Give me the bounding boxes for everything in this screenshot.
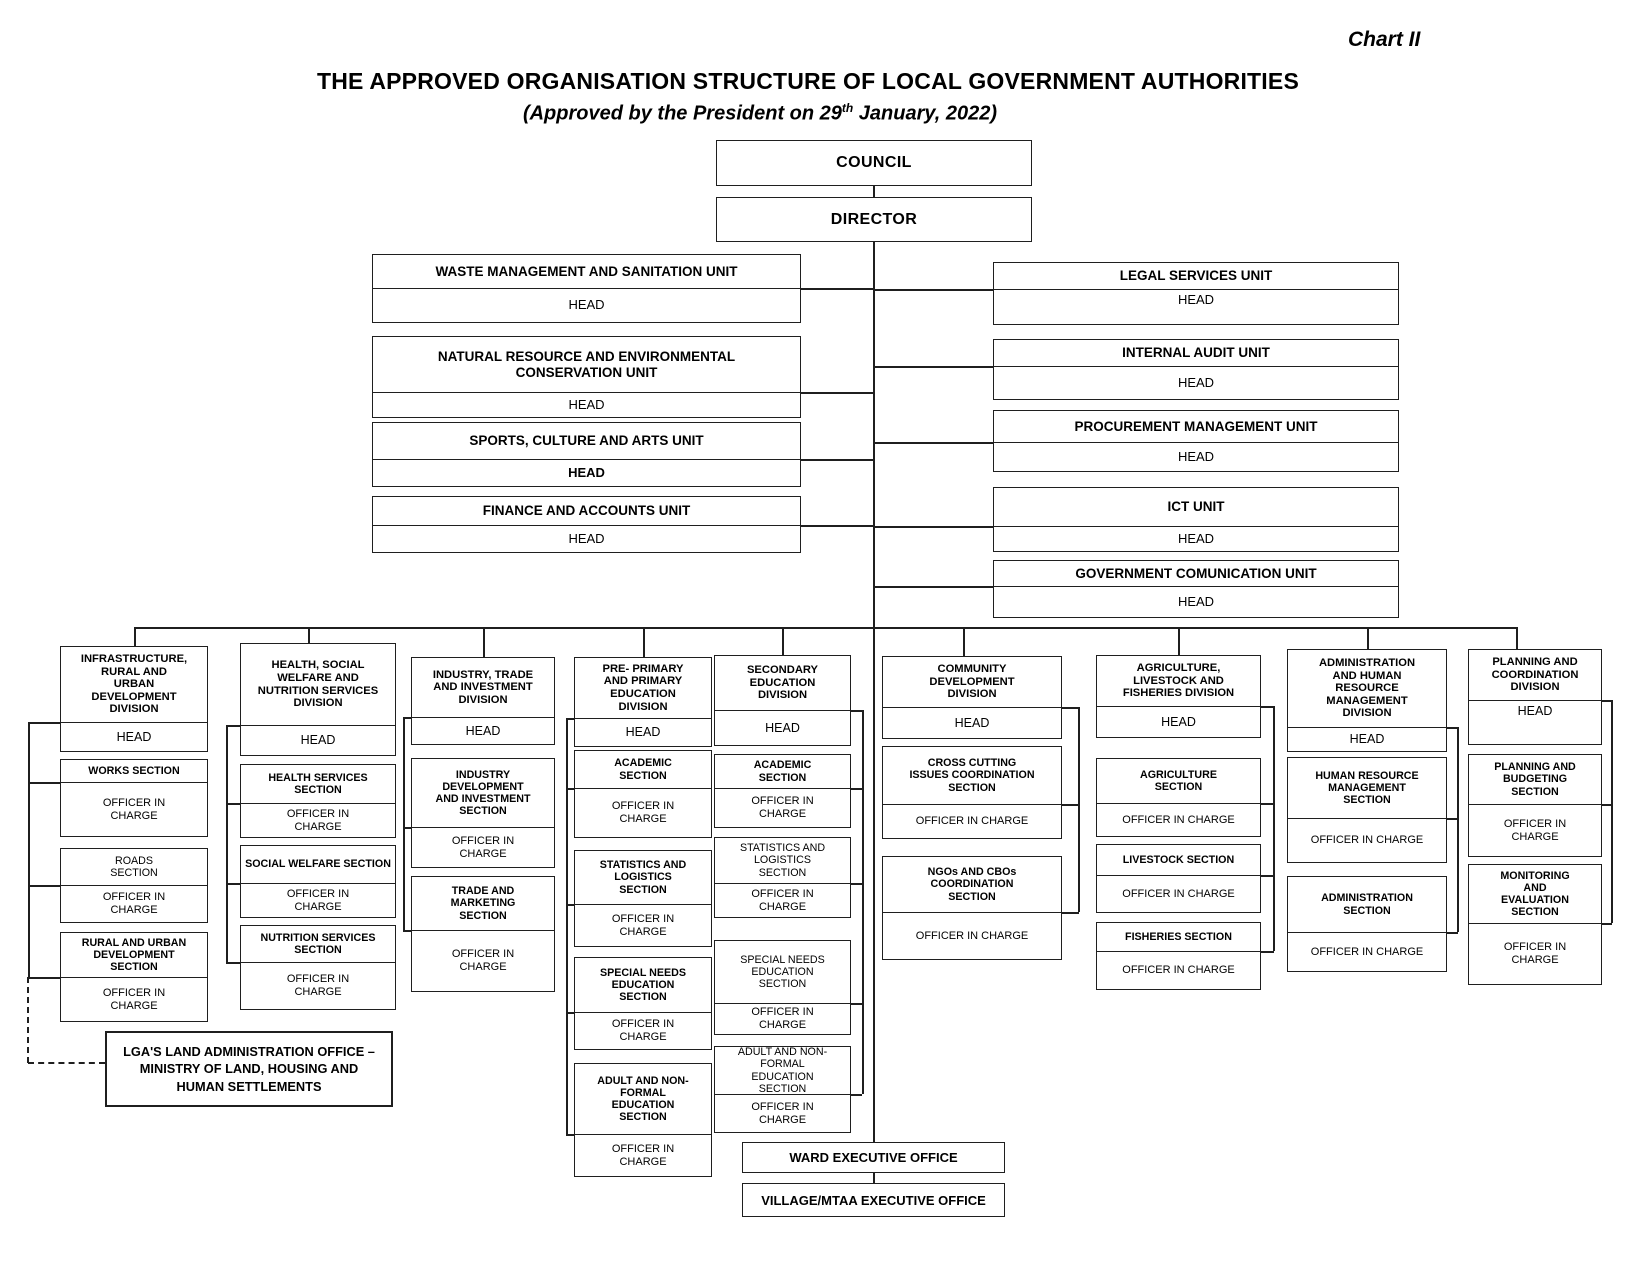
unit-head-label: HEAD <box>568 396 605 412</box>
section-ngos-cbos-coordination <box>882 856 1062 960</box>
connector-line <box>782 627 784 655</box>
connector-line <box>851 710 862 712</box>
division-head-label: HEAD <box>465 723 501 738</box>
division-planning-coordination <box>1468 649 1602 745</box>
division-infrastructure-rural-urban <box>60 646 208 752</box>
connector-line <box>28 885 60 887</box>
section-title: SOCIAL WELFARE SECTION <box>241 846 395 884</box>
section-officer-label: OFFICER IN CHARGE <box>1310 834 1424 847</box>
connector-line <box>875 526 993 528</box>
section-industry-development-investment <box>411 758 555 868</box>
council-box: COUNCIL <box>716 140 1032 186</box>
connector-line <box>1261 875 1274 877</box>
division-title: INFRASTRUCTURE, RURAL AND URBAN DEVELOPMENT DIVISION <box>61 647 207 723</box>
connector-line <box>1078 707 1080 912</box>
section-title: ACADEMIC SECTION <box>575 751 711 789</box>
connector-line <box>875 289 993 291</box>
section-administration <box>1287 876 1447 972</box>
division-head-label: HEAD <box>625 725 661 740</box>
unit-title: GOVERNMENT COMUNICATION UNIT <box>994 561 1398 587</box>
connector-line <box>403 717 405 930</box>
subtitle-ordinal: th <box>841 101 854 115</box>
unit-head-label: HEAD <box>1177 374 1215 390</box>
connector-line <box>566 1012 574 1014</box>
connector-line <box>1367 627 1369 649</box>
division-head-label: HEAD <box>954 715 990 730</box>
division-head-label: HEAD <box>300 733 336 748</box>
section-title: STATISTICS AND LOGISTICS SECTION <box>575 851 711 905</box>
unit-title: PROCUREMENT MANAGEMENT UNIT <box>994 411 1398 443</box>
section-officer-label: OFFICER IN CHARGE <box>751 795 814 820</box>
division-administration-hr <box>1287 649 1447 752</box>
connector-line <box>1062 804 1079 806</box>
connector-line <box>1447 818 1458 820</box>
connector-line <box>875 366 993 368</box>
section-officer-label: OFFICER IN CHARGE <box>751 887 814 913</box>
unit-title: NATURAL RESOURCE AND ENVIRONMENTAL CONSERVATION UNIT <box>373 337 800 393</box>
section-trade-marketing <box>411 876 555 992</box>
division-head-label: HEAD <box>116 729 152 744</box>
connector-line <box>862 710 864 1094</box>
director-box: DIRECTOR <box>716 197 1032 242</box>
connector-line <box>963 627 965 656</box>
connector-line <box>643 627 645 657</box>
connector-line <box>851 883 862 885</box>
unit-title: SPORTS, CULTURE AND ARTS UNIT <box>373 423 800 460</box>
section-title: ACADEMIC SECTION <box>715 755 850 789</box>
section-title: NUTRITION SERVICES SECTION <box>241 926 395 963</box>
section-agriculture <box>1096 758 1261 837</box>
subtitle-prefix: (Approved by the President on 29 <box>522 102 842 125</box>
unit-head-label: HEAD <box>568 297 605 313</box>
section-planning-budgeting <box>1468 754 1602 857</box>
section-title: HUMAN RESOURCE MANAGEMENT SECTION <box>1288 758 1446 819</box>
connector-line <box>801 525 873 527</box>
unit-head-label: HEAD <box>1177 448 1215 464</box>
connector-line <box>1447 727 1458 729</box>
unit-ict <box>993 487 1399 552</box>
section-officer-label: OFFICER IN CHARGE <box>102 796 166 822</box>
section-officer-label: OFFICER IN CHARGE <box>611 1142 675 1168</box>
section-roads <box>60 848 208 923</box>
division-secondary-education <box>714 655 851 746</box>
connector-line <box>875 442 993 444</box>
section-title: INDUSTRY DEVELOPMENT AND INVESTMENT SECTION <box>412 759 554 828</box>
unit-title: WASTE MANAGEMENT AND SANITATION UNIT <box>373 255 800 289</box>
subtitle-suffix: January, 2022) <box>853 102 998 125</box>
connector-line <box>403 717 411 719</box>
connector-line <box>1516 627 1518 649</box>
ward-trunk-line <box>873 627 875 1142</box>
section-title: MONITORING AND EVALUATION SECTION <box>1469 865 1601 924</box>
section-officer-label: OFFICER IN CHARGE <box>451 948 515 973</box>
section-title: FISHERIES SECTION <box>1097 923 1260 952</box>
unit-head-label: HEAD <box>1177 530 1215 546</box>
connector-line <box>1261 951 1274 953</box>
page-title: THE APPROVED ORGANISATION STRUCTURE OF LOCAL GOVERNMENT AUTHORITIES <box>317 68 1299 94</box>
section-officer-label: OFFICER IN CHARGE <box>611 800 675 825</box>
division-community-development <box>882 656 1062 739</box>
section-title: LIVESTOCK SECTION <box>1097 845 1260 876</box>
connector-line <box>403 827 411 829</box>
section-officer-label: OFFICER IN CHARGE <box>915 815 1029 828</box>
connector-line <box>1602 700 1612 702</box>
ward-village-connector <box>873 1173 875 1183</box>
section-title: SPECIAL NEEDS EDUCATION SECTION <box>575 958 711 1013</box>
section-academic-secondary <box>714 754 851 828</box>
connector-line <box>1447 932 1458 934</box>
section-officer-label: OFFICER IN CHARGE <box>1503 941 1567 966</box>
connector-line <box>28 722 30 977</box>
connector-line <box>851 1003 862 1005</box>
division-pre-primary-education <box>574 657 712 747</box>
section-academic-pre-primary <box>574 750 712 838</box>
section-title: HEALTH SERVICES SECTION <box>241 765 395 804</box>
division-industry-trade-investment <box>411 657 555 745</box>
connector-line <box>875 586 993 588</box>
division-health-social-welfare-nutrition <box>240 643 396 756</box>
connector-line <box>28 782 60 784</box>
section-works <box>60 759 208 837</box>
section-officer-label: OFFICER IN CHARGE <box>286 807 350 833</box>
connector-line <box>1602 923 1612 925</box>
section-title: PLANNING AND BUDGETING SECTION <box>1469 755 1601 805</box>
division-title: PRE- PRIMARY AND PRIMARY EDUCATION DIVISION <box>575 658 711 719</box>
section-adult-non-formal-secondary <box>714 1046 851 1133</box>
connector-line <box>1178 627 1180 655</box>
division-head-label: HEAD <box>765 720 800 735</box>
connector-line <box>1602 804 1612 806</box>
connector-line <box>226 883 240 885</box>
connector-line <box>1062 707 1079 709</box>
connector-line <box>1261 706 1274 708</box>
section-nutrition-services <box>240 925 396 1010</box>
division-head-label: HEAD <box>1349 732 1385 747</box>
village-mtaa-executive-office-box: VILLAGE/MTAA EXECUTIVE OFFICE <box>742 1183 1005 1217</box>
section-officer-label: OFFICER IN CHARGE <box>1122 813 1235 826</box>
unit-head-label: HEAD <box>568 530 605 546</box>
unit-finance-accounts <box>372 496 801 553</box>
section-statistics-logistics-secondary <box>714 837 851 918</box>
connector-line <box>226 803 240 805</box>
unit-title: LEGAL SERVICES UNIT <box>994 263 1398 290</box>
section-cross-cutting-issues <box>882 746 1062 839</box>
dashed-connector-line <box>28 1062 105 1064</box>
connector-line <box>851 788 862 790</box>
lga-office-line: MINISTRY OF LAND, HOUSING AND <box>139 1061 359 1077</box>
council-director-connector <box>873 186 875 197</box>
connector-line <box>226 725 240 727</box>
dashed-connector-line <box>27 977 29 1063</box>
section-statistics-logistics-pre-primary <box>574 850 712 947</box>
section-officer-label: OFFICER IN CHARGE <box>611 1018 675 1043</box>
unit-title: INTERNAL AUDIT UNIT <box>994 340 1398 367</box>
unit-procurement-management <box>993 410 1399 472</box>
division-agriculture-livestock-fisheries <box>1096 655 1261 738</box>
unit-internal-audit <box>993 339 1399 400</box>
section-special-needs-pre-primary <box>574 957 712 1050</box>
section-health-services <box>240 764 396 838</box>
unit-legal-services <box>993 262 1399 325</box>
unit-head-label: HEAD <box>1177 292 1215 307</box>
section-human-resource-management <box>1287 757 1447 863</box>
unit-head-label: HEAD <box>1177 593 1215 609</box>
connector-line <box>28 722 60 724</box>
connector-line <box>226 962 240 964</box>
chart-number-label: Chart II <box>1348 28 1421 51</box>
division-title: PLANNING AND COORDINATION DIVISION <box>1469 650 1601 701</box>
connector-line <box>1457 727 1459 932</box>
ward-executive-office-box: WARD EXECUTIVE OFFICE <box>742 1142 1005 1173</box>
unit-title: ICT UNIT <box>994 488 1398 527</box>
connector-line <box>134 627 136 646</box>
connector-line <box>1062 912 1079 914</box>
section-officer-label: OFFICER IN CHARGE <box>1122 887 1235 900</box>
section-title: STATISTICS AND LOGISTICS SECTION <box>715 838 850 884</box>
unit-natural-resource-environment <box>372 336 801 418</box>
connector-line <box>566 904 574 906</box>
section-title: NGOs AND CBOs COORDINATION SECTION <box>883 857 1061 913</box>
section-title: ROADS SECTION <box>61 849 207 886</box>
connector-line <box>566 718 574 720</box>
connector-line <box>403 930 411 932</box>
section-adult-non-formal-pre-primary <box>574 1063 712 1177</box>
unit-sports-culture-arts <box>372 422 801 487</box>
division-title: COMMUNITY DEVELOPMENT DIVISION <box>883 657 1061 708</box>
section-officer-label: OFFICER IN CHARGE <box>102 986 166 1012</box>
unit-waste-management-sanitation <box>372 254 801 323</box>
connector-line <box>566 788 574 790</box>
connector-line <box>483 627 485 657</box>
section-title: TRADE AND MARKETING SECTION <box>412 877 554 931</box>
section-officer-label: OFFICER IN CHARGE <box>286 973 350 998</box>
division-head-label: HEAD <box>1517 704 1553 718</box>
section-rural-urban-development <box>60 932 208 1022</box>
connector-line <box>1611 700 1613 923</box>
connector-line <box>226 725 228 962</box>
division-title: ADMINISTRATION AND HUMAN RESOURCE MANAGEMENT DIVISION <box>1288 650 1446 728</box>
connector-line <box>1273 706 1275 951</box>
connector-line <box>851 1094 862 1096</box>
unit-title: FINANCE AND ACCOUNTS UNIT <box>373 497 800 526</box>
connector-line <box>566 1134 574 1136</box>
section-fisheries <box>1096 922 1261 990</box>
section-title: ADMINISTRATION SECTION <box>1288 877 1446 933</box>
connector-line <box>801 392 873 394</box>
division-head-label: HEAD <box>1161 714 1196 729</box>
connector-line <box>1261 803 1274 805</box>
connector-line <box>801 459 873 461</box>
section-title: WORKS SECTION <box>61 760 207 783</box>
connector-line <box>566 718 568 1134</box>
divisions-bus-line <box>134 627 1518 629</box>
section-officer-label: OFFICER IN CHARGE <box>102 891 166 916</box>
section-officer-label: OFFICER IN CHARGE <box>751 1100 814 1126</box>
section-officer-label: OFFICER IN CHARGE <box>751 1006 814 1031</box>
section-social-welfare <box>240 845 396 918</box>
division-title: HEALTH, SOCIAL WELFARE AND NUTRITION SERVICES DIVISION <box>241 644 395 726</box>
section-title: RURAL AND URBAN DEVELOPMENT SECTION <box>61 933 207 978</box>
connector-line <box>801 288 873 290</box>
unit-government-communication <box>993 560 1399 618</box>
section-title: CROSS CUTTING ISSUES COORDINATION SECTION <box>883 747 1061 805</box>
lga-land-administration-office-box <box>105 1031 393 1107</box>
section-livestock <box>1096 844 1261 913</box>
section-title: ADULT AND NON-FORMAL EDUCATION SECTION <box>715 1047 850 1095</box>
unit-head-label: HEAD <box>568 464 605 480</box>
page-subtitle <box>0 101 1520 126</box>
section-officer-label: OFFICER IN CHARGE <box>1503 817 1567 843</box>
section-title: SPECIAL NEEDS EDUCATION SECTION <box>715 941 850 1004</box>
section-special-needs-secondary <box>714 940 851 1035</box>
division-title: AGRICULTURE, LIVESTOCK AND FISHERIES DIVISION <box>1097 656 1260 707</box>
director-trunk-line <box>873 242 875 627</box>
lga-office-line: LGA'S LAND ADMINISTRATION OFFICE – <box>123 1043 375 1059</box>
lga-office-line: HUMAN SETTLEMENTS <box>176 1078 322 1094</box>
division-title: SECONDARY EDUCATION DIVISION <box>715 656 850 711</box>
connector-line <box>28 977 60 979</box>
section-officer-label: OFFICER IN CHARGE <box>1310 945 1424 958</box>
section-officer-label: OFFICER IN CHARGE <box>286 887 350 913</box>
section-officer-label: OFFICER IN CHARGE <box>611 912 675 938</box>
connector-line <box>308 627 310 643</box>
section-title: AGRICULTURE SECTION <box>1097 759 1260 804</box>
section-officer-label: OFFICER IN CHARGE <box>451 834 515 860</box>
section-officer-label: OFFICER IN CHARGE <box>915 929 1029 942</box>
section-officer-label: OFFICER IN CHARGE <box>1122 964 1235 977</box>
division-title: INDUSTRY, TRADE AND INVESTMENT DIVISION <box>412 658 554 718</box>
section-title: ADULT AND NON-FORMAL EDUCATION SECTION <box>575 1064 711 1135</box>
section-monitoring-evaluation <box>1468 864 1602 985</box>
